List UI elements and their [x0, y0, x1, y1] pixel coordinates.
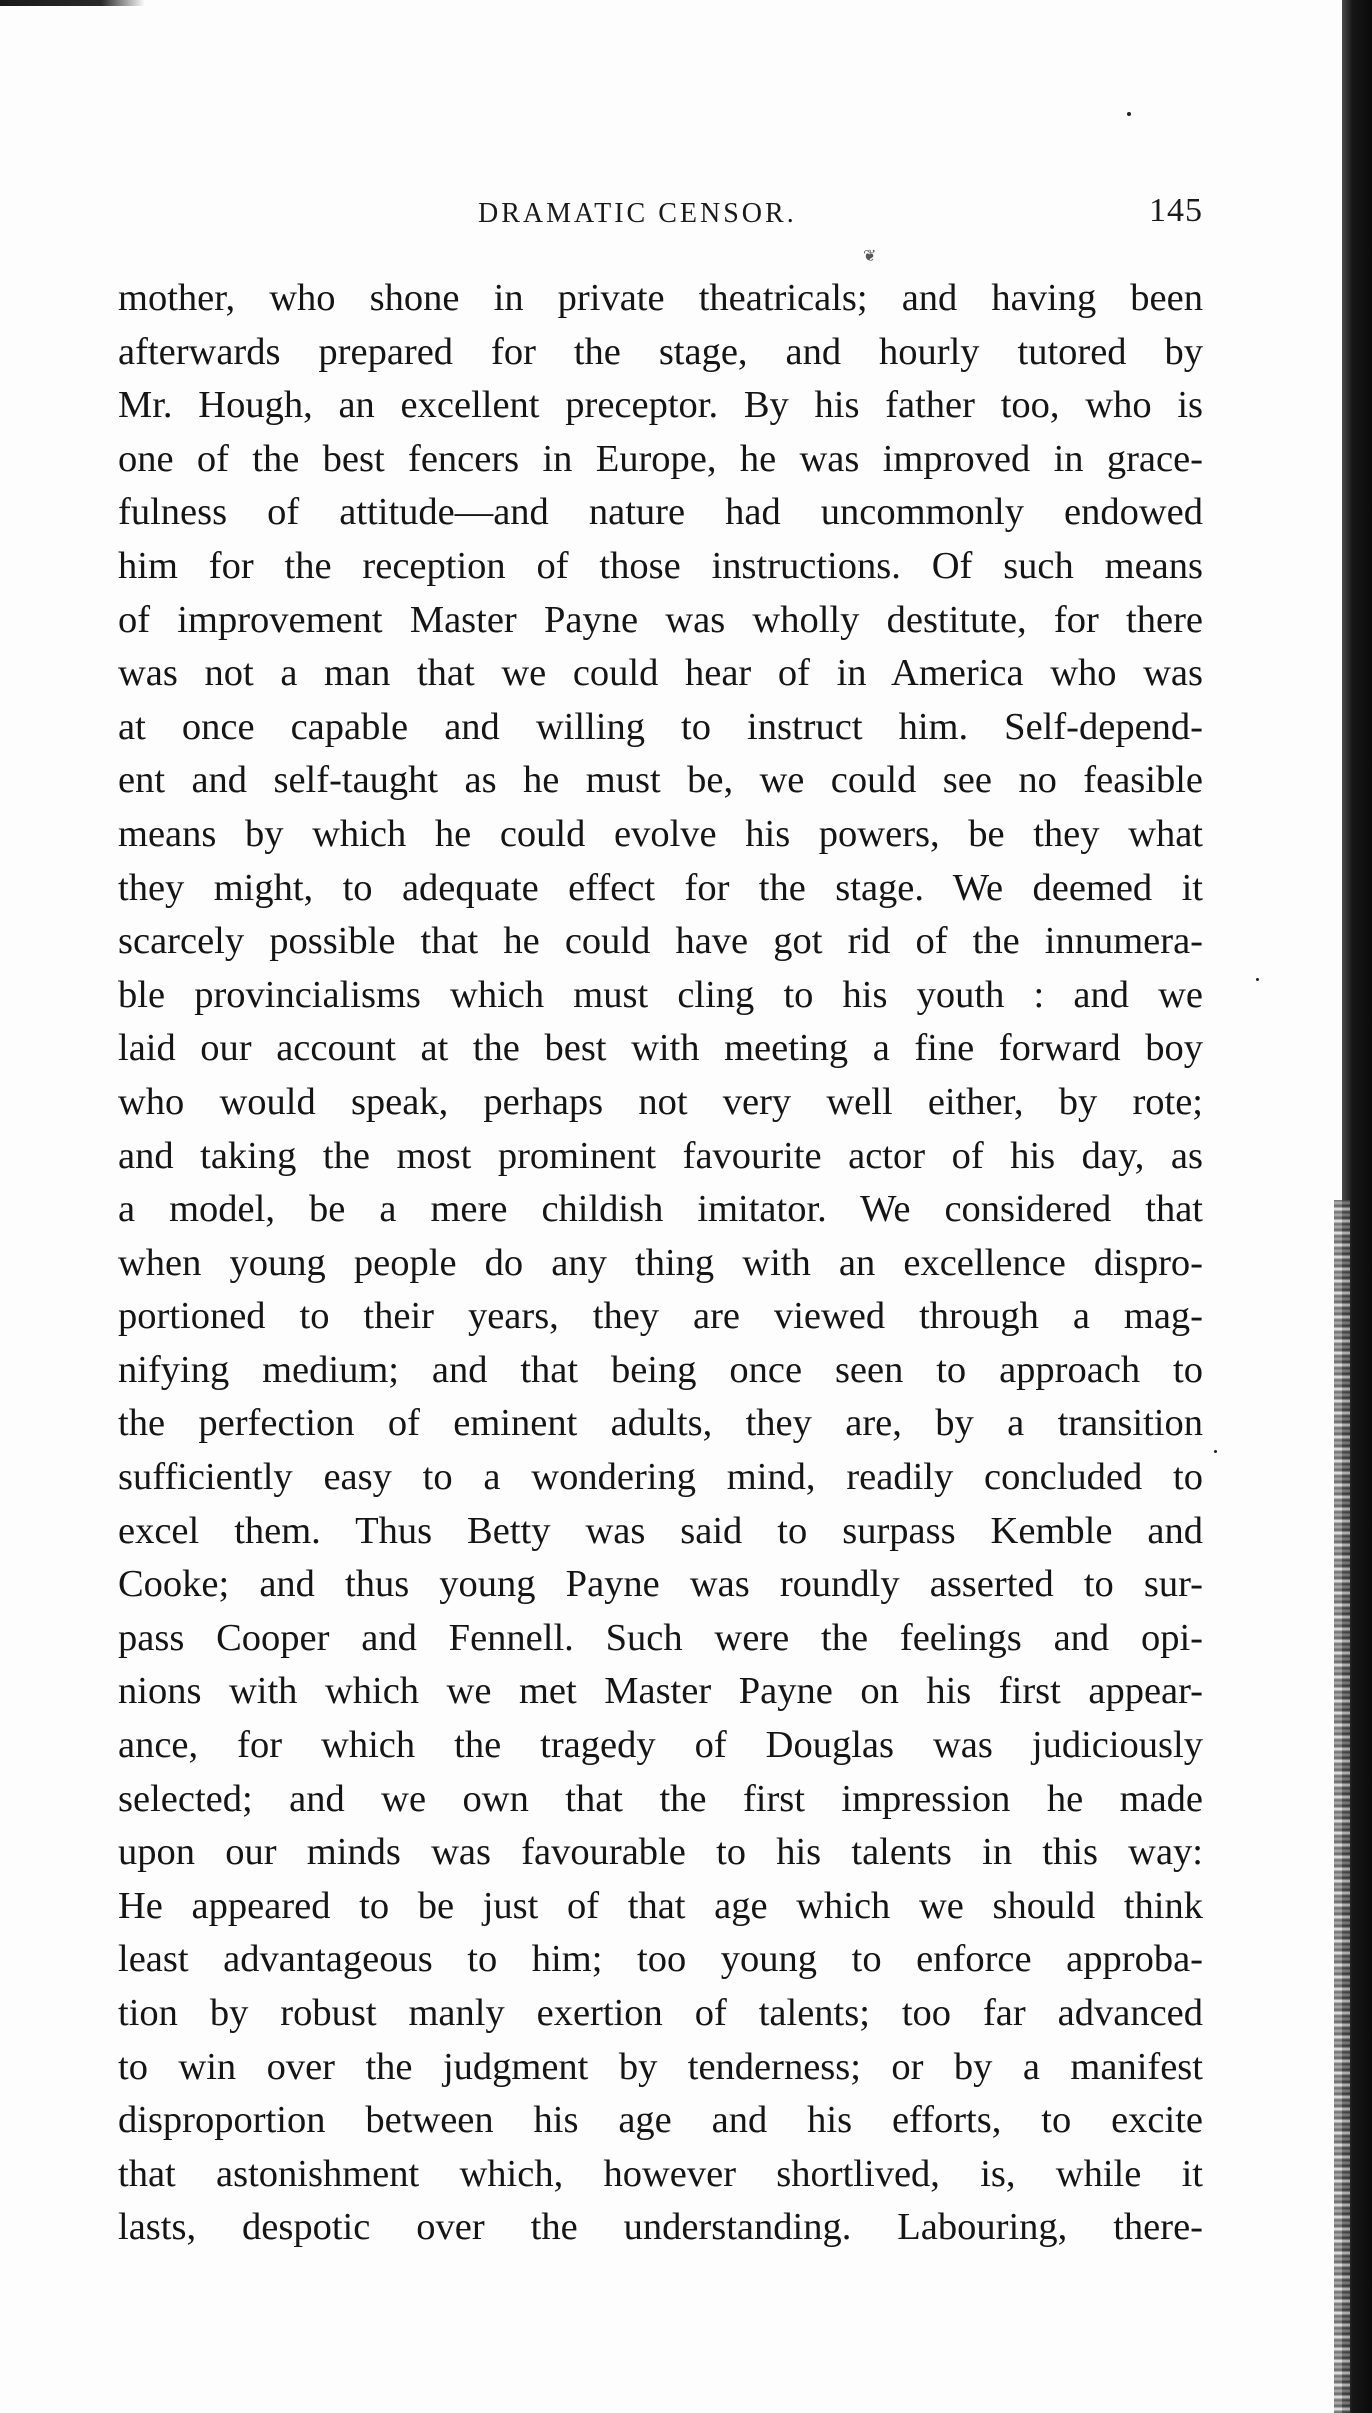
text-line: Cooke; and thus young Payne was roundly asserted to sur-	[118, 1563, 1203, 1606]
page-gutter-fringe	[1334, 1200, 1350, 2413]
text-line: they might, to adequate effect for the stage. We deemed it	[118, 866, 1203, 909]
text-line: that astonishment which, however shortlived, is, while it	[118, 2152, 1203, 2195]
text-line: upon our minds was favourable to his talents in this way:	[118, 1831, 1203, 1874]
text-line: least advantageous to him; too young to enforce approba-	[118, 1938, 1203, 1981]
text-line: sufficiently easy to a wondering mind, readily concluded to	[118, 1456, 1203, 1499]
page-number: 145	[1149, 192, 1203, 229]
text-line: excel them. Thus Betty was said to surpass Kemble and	[118, 1509, 1203, 1552]
text-line: one of the best fencers in Europe, he was improved in grace-	[118, 437, 1203, 480]
text-line: the perfection of eminent adults, they are, by a transition	[118, 1402, 1203, 1445]
text-line: who would speak, perhaps not very well either, by rote;	[118, 1080, 1203, 1123]
text-line: and taking the most prominent favourite actor of his day, as	[118, 1134, 1203, 1177]
text-line: pass Cooper and Fennell. Such were the feelings and opi-	[118, 1616, 1203, 1659]
text-line: mother, who shone in private theatricals; and having been	[118, 277, 1203, 319]
text-line: tion by robust manly exertion of talents; too far advanced	[118, 1992, 1203, 2034]
text-line: was not a man that we could hear of in America who was	[118, 652, 1203, 695]
text-line: when young people do any thing with an excellence dispro-	[118, 1241, 1203, 1284]
text-line: Mr. Hough, an excellent preceptor. By his father too, who is	[118, 384, 1203, 427]
text-line: him for the reception of those instructions. Of such means	[118, 544, 1203, 587]
text-line: selected; and we own that the first impression he made	[118, 1777, 1203, 1820]
text-line: ent and self-taught as he must be, we could see no feasible	[118, 759, 1203, 802]
text-line: portioned to their years, they are viewed through a mag-	[118, 1295, 1203, 1338]
text-line: ance, for which the tragedy of Douglas was judiciously	[118, 1724, 1203, 1767]
ink-speck	[1256, 978, 1259, 981]
text-line: a model, be a mere childish imitator. We considered that	[118, 1188, 1203, 1231]
text-line: nions with which we met Master Payne on his first appear-	[118, 1670, 1203, 1713]
ink-speck	[1214, 1450, 1217, 1453]
text-line: lasts, despotic over the understanding. Labouring, there-	[118, 2206, 1203, 2249]
text-line: means by which he could evolve his powers, be they what	[118, 812, 1203, 855]
text-line: to win over the judgment by tenderness; or by a manifest	[118, 2045, 1203, 2088]
text-line: disproportion between his age and his efforts, to excite	[118, 2099, 1203, 2142]
text-line: afterwards prepared for the stage, and hourly tutored by	[118, 330, 1203, 373]
text-line: scarcely possible that he could have got rid of the innumera-	[118, 920, 1203, 963]
text-line: of improvement Master Payne was wholly destitute, for there	[118, 598, 1203, 641]
text-line: laid our account at the best with meeting a fine forward boy	[118, 1027, 1203, 1070]
ornament-mark: ❦	[863, 246, 877, 265]
running-head-title: DRAMATIC CENSOR.	[478, 198, 797, 229]
text-line: He appeared to be just of that age which we should think	[118, 1884, 1203, 1927]
text-line: fulness of attitude—and nature had uncommonly endowed	[118, 491, 1203, 534]
scan-edge-mark	[0, 0, 145, 6]
body-text	[118, 272, 1203, 2255]
text-line: nifying medium; and that being once seen to approach to	[118, 1348, 1203, 1391]
ink-speck	[1127, 112, 1131, 116]
running-head	[118, 192, 1203, 242]
text-line: at once capable and willing to instruct him. Self-depend-	[118, 705, 1203, 748]
text-line: ble provincialisms which must cling to his youth : and we	[118, 973, 1203, 1016]
